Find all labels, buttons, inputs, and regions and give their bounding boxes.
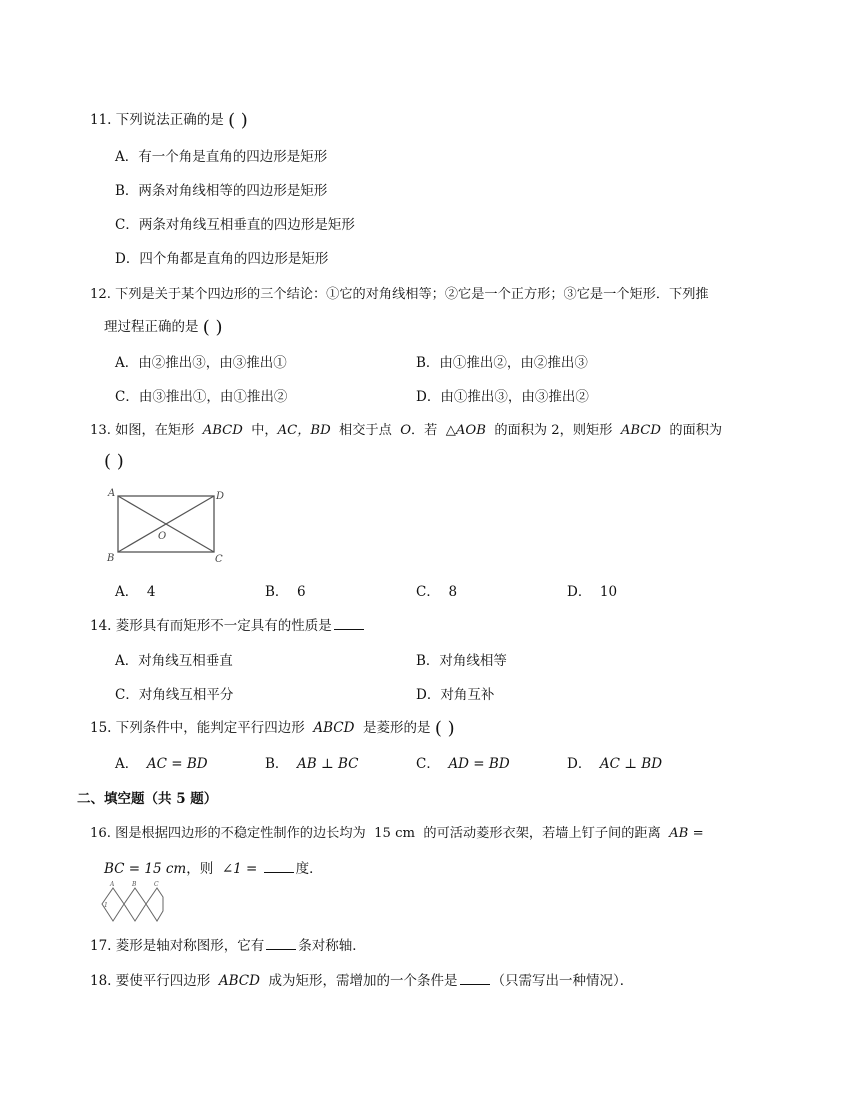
- rhombus-2: [124, 888, 146, 921]
- q12-stem-text: 理过程正确的是: [104, 319, 199, 335]
- q15-option-a: [115, 752, 208, 772]
- q18-math-abcd: ABCD: [218, 973, 260, 989]
- q12-stem-line2: [104, 315, 223, 338]
- section-2-heading: 二、填空题（共 5 题）: [77, 791, 218, 807]
- question-11: [90, 108, 248, 131]
- q12-option-c: C．由③推出①，由①推出②: [115, 389, 288, 405]
- q12-option-b: B．由①推出②，由②推出③: [416, 355, 588, 371]
- q15-option-c-value: AD = BD: [448, 756, 510, 772]
- q17-stem-a: 17. 菱形是轴对称图形，它有: [90, 938, 265, 954]
- q12-option-a: A．由②推出③，由③推出①: [115, 355, 287, 371]
- q13-option-c-letter: C．: [416, 584, 440, 600]
- q11-option-d: D．四个角都是直角的四边形是矩形: [115, 251, 329, 267]
- q11-option-a: A．有一个角是直角的四边形是矩形: [115, 149, 328, 165]
- q16-stem-line2: [104, 857, 323, 877]
- q16-stem-d: 度．: [295, 861, 323, 877]
- center-label-o: O: [158, 531, 167, 542]
- q13-option-c: [416, 580, 457, 600]
- q16-math-angle: ∠1 =: [221, 861, 258, 877]
- q17-stem-b: 条对称轴．: [298, 938, 366, 954]
- q15-option-d-value: AC ⊥ BD: [599, 756, 663, 772]
- q13-math-abcd-2: ABCD: [620, 423, 661, 438]
- q15-option-b-letter: B．: [265, 756, 289, 772]
- q13-option-b-letter: B．: [265, 584, 289, 600]
- q16-stem-c: ，则: [186, 861, 214, 877]
- q13-answer-paren: ( ): [104, 451, 124, 472]
- q15-option-b: [265, 752, 358, 772]
- q12-option-d: D．由①推出③，由③推出②: [416, 389, 589, 405]
- q13-option-b-value: 6: [297, 584, 306, 600]
- q13-stem-c: 相交于点: [339, 423, 392, 438]
- q13-option-d-value: 10: [599, 584, 618, 600]
- q13-option-b: [265, 580, 306, 600]
- q12-answer-paren: ( ): [202, 317, 223, 338]
- q11-option-c: C．两条对角线互相垂直的四边形是矩形: [115, 217, 355, 233]
- q12-stem-line1: 12. 下列是关于某个四边形的三个结论：①它的对角线相等；②它是一个正方形；③它是一个矩形．下列推: [90, 287, 709, 302]
- q13-option-d-letter: D．: [567, 584, 592, 600]
- q15-option-c-letter: C．: [416, 756, 440, 772]
- q16-stem-b: 的可活动菱形衣架，若墙上钉子间的距离: [423, 826, 661, 841]
- q13-math-abcd: ABCD: [202, 423, 243, 438]
- q13-option-c-value: 8: [448, 584, 458, 600]
- q13-math-o: O: [400, 423, 411, 438]
- q11-stem: 11. 下列说法正确的是: [90, 112, 224, 128]
- q13-answer-line: [104, 451, 124, 472]
- vertex-label-b: B: [107, 553, 115, 564]
- q13-math-triangle: △AOB: [445, 423, 486, 438]
- question-14: [90, 614, 366, 634]
- q15-stem-b: 是菱形的是: [363, 720, 431, 736]
- q15-option-a-letter: A．: [115, 756, 139, 772]
- q14-stem: 14. 菱形具有而矩形不一定具有的性质是: [90, 618, 332, 634]
- q14-answer-blank: [334, 617, 364, 630]
- q13-math-ac-bd: AC，BD: [277, 423, 331, 438]
- q13-stem-d: ．若: [411, 423, 438, 438]
- q11-answer-paren: ( ): [228, 110, 248, 131]
- q16-answer-blank: [264, 860, 294, 873]
- q15-stem-a: 15. 下列条件中，能判定平行四边形: [90, 720, 305, 736]
- q11-option-b: B．两条对角线相等的四边形是矩形: [115, 183, 328, 199]
- q14-option-c: C．对角线互相平分: [115, 687, 234, 703]
- q16-math-bc: BC = 15 cm: [104, 861, 187, 877]
- q16-math-ab: AB =: [669, 826, 704, 841]
- vertex-label-d: D: [216, 491, 225, 502]
- q16-length: 15 cm: [374, 826, 415, 841]
- rhombus-3: [146, 888, 163, 921]
- q14-option-d: D．对角互补: [416, 687, 495, 703]
- q15-option-d-letter: D．: [567, 756, 592, 772]
- q15-option-a-value: AC = BD: [146, 756, 208, 772]
- q13-option-a: [115, 580, 155, 600]
- vertex-label-a: A: [108, 488, 116, 499]
- q18-answer-blank: [460, 972, 490, 985]
- q13-stem-b: 中，: [251, 423, 278, 438]
- q15-option-d: [567, 752, 662, 772]
- q13-stem-a: 13. 如图，在矩形: [90, 423, 195, 438]
- q14-option-b: B．对角线相等: [416, 653, 507, 669]
- q18-stem-a: 18. 要使平行四边形: [90, 973, 211, 989]
- angle-label-1: 1: [104, 902, 108, 909]
- nail-label-a: A: [110, 881, 115, 888]
- q13-option-a-value: 4: [146, 584, 156, 600]
- question-17: [90, 934, 366, 954]
- question-15: [90, 716, 455, 739]
- q14-option-a: A．对角线互相垂直: [115, 653, 233, 669]
- q13-option-d: [567, 580, 617, 600]
- question-18: [90, 969, 633, 989]
- nail-label-b: B: [132, 881, 137, 888]
- q16-stem-a: 16. 图是根据四边形的不稳定性制作的边长均为: [90, 826, 366, 841]
- q18-stem-c: （只需写出一种情况）．: [491, 973, 634, 989]
- q15-answer-paren: ( ): [434, 718, 455, 739]
- q13-stem-line1: [90, 419, 722, 438]
- q15-option-c: [416, 752, 510, 772]
- q13-option-a-letter: A．: [115, 584, 139, 600]
- q18-stem-b: 成为矩形，需增加的一个条件是: [268, 973, 458, 989]
- q16-stem-line1: [90, 822, 704, 841]
- q16-hanger-figure: [100, 879, 165, 925]
- q15-option-b-value: AB ⊥ BC: [297, 756, 359, 772]
- q13-stem-f: 的面积为: [669, 423, 723, 438]
- q13-rectangle-figure: [104, 486, 229, 566]
- nail-label-c: C: [154, 881, 159, 888]
- q15-math-abcd: ABCD: [313, 720, 355, 736]
- vertex-label-c: C: [215, 554, 223, 565]
- q17-answer-blank: [266, 937, 296, 950]
- q13-stem-e: 的面积为 2，则矩形: [494, 423, 613, 438]
